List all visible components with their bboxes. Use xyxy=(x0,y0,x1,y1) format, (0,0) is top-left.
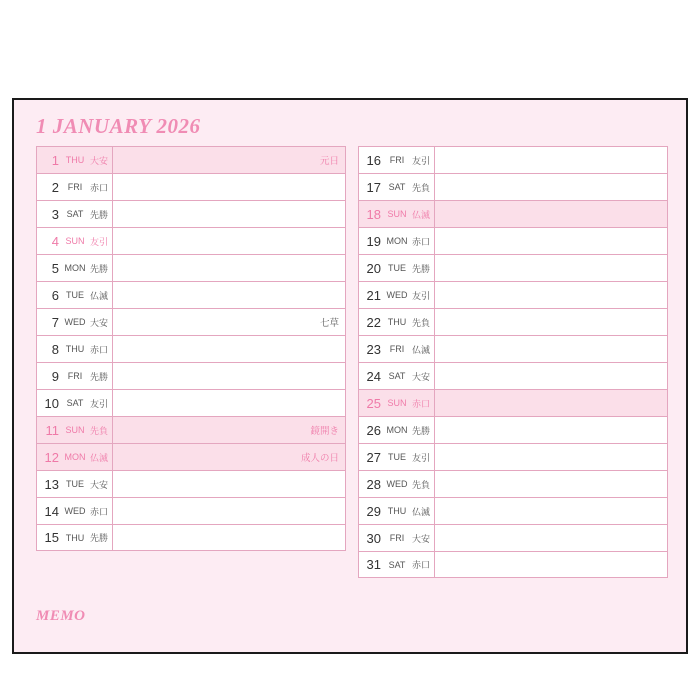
day-note[interactable] xyxy=(113,390,345,416)
table-row[interactable] xyxy=(358,335,668,362)
weekday-label: SUN xyxy=(65,236,85,246)
table-row[interactable] xyxy=(36,173,346,200)
day-note[interactable] xyxy=(435,552,667,577)
day-cell xyxy=(359,255,435,281)
day-cell xyxy=(37,417,113,443)
day-number: 4 xyxy=(51,233,59,249)
weekday-label: THU xyxy=(387,506,407,516)
table-row[interactable] xyxy=(36,146,346,173)
table-row[interactable] xyxy=(36,227,346,254)
weekday-label: THU xyxy=(65,532,85,543)
table-row[interactable] xyxy=(36,200,346,227)
weekday-label: SAT xyxy=(66,209,84,219)
weekday-label: WED xyxy=(64,317,86,327)
weekday-label: THU xyxy=(387,317,407,327)
day-note[interactable] xyxy=(113,201,345,227)
day-number: 30 xyxy=(366,530,381,546)
weekday-label: MON xyxy=(64,452,86,462)
page-title: 1 JANUARY 2026 xyxy=(36,114,201,138)
day-cell xyxy=(37,525,113,550)
weekday-label: FRI xyxy=(67,371,83,381)
day-cell xyxy=(359,471,435,497)
day-note[interactable] xyxy=(435,444,667,470)
weekday-label: MON xyxy=(64,263,86,273)
day-cell xyxy=(359,390,435,416)
table-row[interactable] xyxy=(358,551,668,578)
day-number: 22 xyxy=(366,314,381,330)
rokuyo-label: 大安 xyxy=(412,371,431,382)
rokuyo-label: 赤口 xyxy=(412,560,431,570)
weekday-label: SUN xyxy=(387,398,407,408)
day-note[interactable] xyxy=(435,309,667,335)
day-cell xyxy=(37,309,113,335)
rokuyo-label: 友引 xyxy=(412,290,431,301)
day-cell xyxy=(359,444,435,470)
rokuyo-label: 先負 xyxy=(412,317,431,328)
rokuyo-label: 先勝 xyxy=(90,371,109,382)
day-cell xyxy=(37,471,113,497)
rokuyo-label: 仏滅 xyxy=(412,506,431,517)
day-note[interactable] xyxy=(435,363,667,389)
day-cell xyxy=(359,147,435,173)
rokuyo-label: 先勝 xyxy=(90,533,109,543)
day-number: 5 xyxy=(51,260,59,276)
table-row[interactable] xyxy=(358,497,668,524)
day-number: 2 xyxy=(51,179,59,195)
weekday-label: SAT xyxy=(388,559,406,570)
day-note[interactable] xyxy=(113,498,345,524)
weekday-label: FRI xyxy=(389,155,405,165)
day-note[interactable]: 成人の日 xyxy=(300,453,339,464)
weekday-label: SAT xyxy=(388,371,406,381)
day-cell xyxy=(37,390,113,416)
day-number: 19 xyxy=(366,233,381,249)
day-note[interactable] xyxy=(435,147,667,173)
day-cell xyxy=(359,525,435,551)
weekday-label: THU xyxy=(65,155,85,165)
weekday-label: TUE xyxy=(66,290,84,300)
calendar-page xyxy=(12,98,688,654)
day-note[interactable] xyxy=(435,282,667,308)
day-note[interactable] xyxy=(113,363,345,389)
rokuyo-label: 先勝 xyxy=(90,209,109,220)
rokuyo-label: 大安 xyxy=(90,317,109,328)
day-cell xyxy=(359,174,435,200)
table-row[interactable] xyxy=(358,146,668,173)
rokuyo-label: 先負 xyxy=(412,479,431,490)
rokuyo-label: 赤口 xyxy=(412,398,431,409)
weekday-label: TUE xyxy=(388,263,406,273)
table-row[interactable] xyxy=(358,470,668,497)
day-note[interactable] xyxy=(113,282,345,308)
weekday-label: WED xyxy=(386,290,408,300)
day-cell xyxy=(359,201,435,227)
day-number: 11 xyxy=(45,422,59,438)
table-row[interactable] xyxy=(358,173,668,200)
day-number: 6 xyxy=(51,287,59,303)
day-number: 25 xyxy=(366,395,381,411)
day-number: 18 xyxy=(366,206,381,222)
day-cell xyxy=(37,363,113,389)
day-note[interactable] xyxy=(113,255,345,281)
rokuyo-label: 大安 xyxy=(90,155,109,166)
day-note[interactable] xyxy=(435,336,667,362)
weekday-label: FRI xyxy=(67,182,83,192)
day-cell xyxy=(359,498,435,524)
day-note[interactable] xyxy=(435,471,667,497)
day-number: 29 xyxy=(366,503,381,519)
table-row[interactable] xyxy=(36,470,346,497)
rokuyo-label: 友引 xyxy=(412,452,431,463)
day-note[interactable] xyxy=(435,525,667,551)
rokuyo-label: 赤口 xyxy=(90,344,109,355)
table-row[interactable] xyxy=(358,308,668,335)
table-row[interactable] xyxy=(36,281,346,308)
rokuyo-label: 赤口 xyxy=(90,506,109,517)
table-row[interactable] xyxy=(36,497,346,524)
day-note[interactable] xyxy=(113,336,345,362)
day-note[interactable] xyxy=(435,228,667,254)
table-row[interactable] xyxy=(358,443,668,470)
day-number: 17 xyxy=(366,179,381,195)
day-cell xyxy=(359,363,435,389)
rokuyo-label: 大安 xyxy=(90,479,109,490)
calendar-column-left xyxy=(36,146,346,551)
table-row[interactable] xyxy=(36,362,346,389)
day-cell xyxy=(359,228,435,254)
table-row[interactable] xyxy=(36,524,346,551)
day-note[interactable] xyxy=(435,498,667,524)
weekday-label: MON xyxy=(386,425,408,435)
table-row[interactable] xyxy=(358,227,668,254)
table-row[interactable] xyxy=(358,281,668,308)
weekday-label: TUE xyxy=(66,479,84,489)
weekday-label: SUN xyxy=(387,209,407,219)
rokuyo-label: 先勝 xyxy=(412,425,431,436)
day-cell xyxy=(37,282,113,308)
rokuyo-label: 仏滅 xyxy=(412,209,431,220)
day-cell xyxy=(359,417,435,443)
weekday-label: FRI xyxy=(389,344,405,354)
table-row[interactable] xyxy=(36,416,346,443)
day-cell xyxy=(37,336,113,362)
day-number: 13 xyxy=(44,476,59,492)
day-cell xyxy=(37,255,113,281)
day-number: 16 xyxy=(366,152,381,168)
day-cell xyxy=(359,552,435,577)
table-row[interactable] xyxy=(358,200,668,227)
day-note[interactable] xyxy=(435,255,667,281)
day-note[interactable] xyxy=(435,201,667,227)
weekday-label: TUE xyxy=(388,452,406,462)
rokuyo-label: 仏滅 xyxy=(412,344,431,355)
day-note[interactable]: 元日 xyxy=(319,156,339,167)
table-row[interactable] xyxy=(358,416,668,443)
weekday-label: THU xyxy=(65,344,85,354)
day-number: 12 xyxy=(44,449,59,465)
day-number: 21 xyxy=(366,287,381,303)
day-cell xyxy=(37,201,113,227)
table-row[interactable] xyxy=(358,362,668,389)
day-number: 7 xyxy=(51,314,59,330)
rokuyo-label: 赤口 xyxy=(412,236,431,247)
day-note[interactable] xyxy=(113,471,345,497)
day-note[interactable] xyxy=(435,390,667,416)
day-number: 9 xyxy=(51,368,59,384)
day-note[interactable] xyxy=(113,228,345,254)
rokuyo-label: 先負 xyxy=(412,182,431,193)
day-cell xyxy=(37,174,113,200)
day-note[interactable] xyxy=(435,417,667,443)
day-number: 31 xyxy=(366,557,381,572)
rokuyo-label: 仏滅 xyxy=(90,290,109,301)
table-row[interactable] xyxy=(358,389,668,416)
rokuyo-label: 友引 xyxy=(90,236,109,247)
rokuyo-label: 友引 xyxy=(412,155,431,166)
weekday-label: SAT xyxy=(388,182,406,192)
day-number: 10 xyxy=(44,395,59,411)
weekday-label: MON xyxy=(386,236,408,246)
day-cell xyxy=(359,309,435,335)
weekday-label: SAT xyxy=(66,398,84,408)
day-cell xyxy=(37,498,113,524)
weekday-label: FRI xyxy=(389,533,405,543)
day-note[interactable]: 七草 xyxy=(319,318,339,329)
calendar-column-right xyxy=(358,146,668,578)
rokuyo-label: 赤口 xyxy=(90,182,109,193)
table-row[interactable] xyxy=(36,389,346,416)
rokuyo-label: 大安 xyxy=(412,533,431,544)
memo-label: MEMO xyxy=(36,608,86,624)
table-row[interactable] xyxy=(358,524,668,551)
day-cell xyxy=(359,282,435,308)
rokuyo-label: 仏滅 xyxy=(90,452,109,463)
day-number: 28 xyxy=(366,476,381,492)
day-note[interactable]: 鏡開き xyxy=(310,426,339,437)
day-cell xyxy=(37,228,113,254)
day-number: 24 xyxy=(366,368,381,384)
weekday-label: SUN xyxy=(65,425,85,435)
rokuyo-label: 先勝 xyxy=(412,263,431,274)
day-note[interactable] xyxy=(113,174,345,200)
day-note[interactable] xyxy=(113,525,345,550)
table-row[interactable] xyxy=(36,254,346,281)
day-number: 20 xyxy=(366,260,381,276)
day-note[interactable] xyxy=(435,174,667,200)
table-row[interactable] xyxy=(36,308,346,335)
day-number: 15 xyxy=(44,530,59,545)
day-cell xyxy=(359,336,435,362)
day-cell xyxy=(37,147,113,173)
day-number: 14 xyxy=(44,503,59,519)
weekday-label: WED xyxy=(386,479,408,489)
rokuyo-label: 先負 xyxy=(90,425,109,436)
day-number: 8 xyxy=(51,341,59,357)
rokuyo-label: 友引 xyxy=(90,398,109,409)
day-number: 27 xyxy=(366,449,381,465)
table-row[interactable] xyxy=(36,335,346,362)
table-row[interactable] xyxy=(36,443,346,470)
day-number: 3 xyxy=(51,206,59,222)
weekday-label: WED xyxy=(64,506,86,516)
day-number: 1 xyxy=(51,152,59,168)
rokuyo-label: 先勝 xyxy=(90,263,109,274)
day-number: 23 xyxy=(366,341,381,357)
table-row[interactable] xyxy=(358,254,668,281)
day-number: 26 xyxy=(366,422,381,438)
day-cell xyxy=(37,444,113,470)
